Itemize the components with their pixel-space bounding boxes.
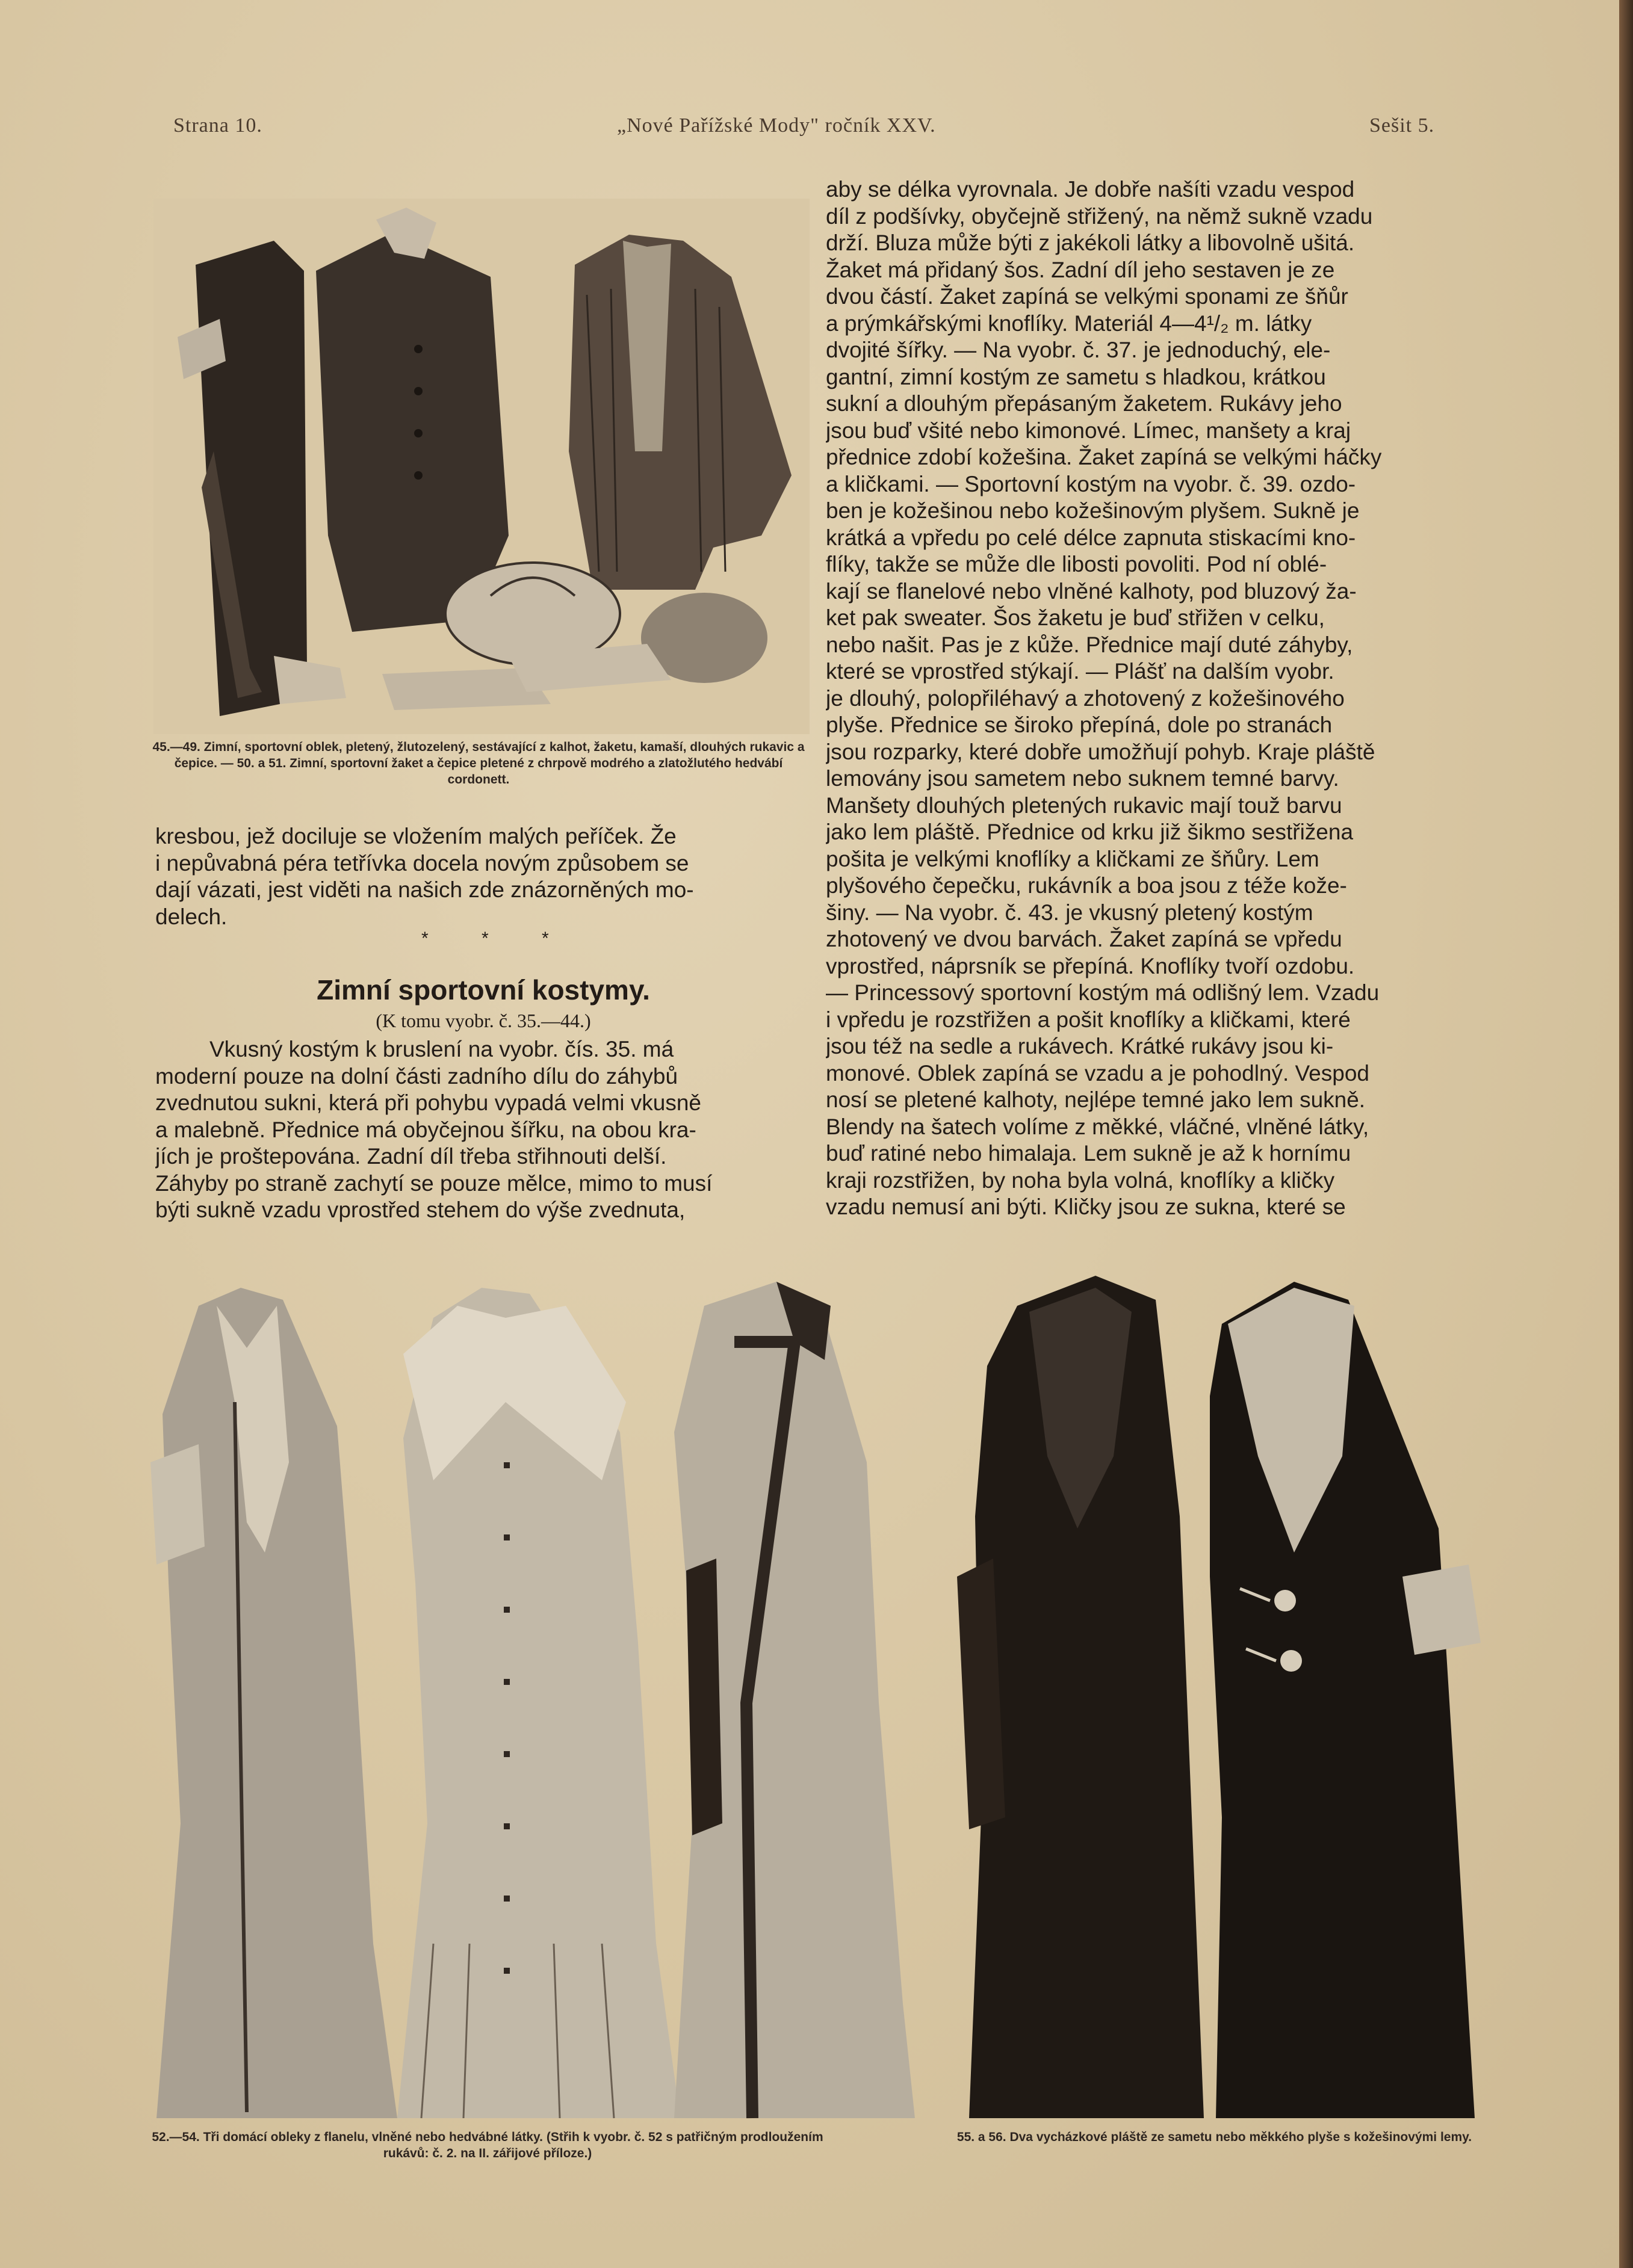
text-line: dvojité šířky. — Na vyobr. č. 37. je jednoduchý, ele- bbox=[826, 338, 1331, 362]
caption-figures-52-54: 52.—54. Tři domácí obleky z flanelu, vlněné nebo hedvábné látky. (Střih k vyobr. č. 52 s patřičným prodloužením rukávů: č. 2. na II. zářijové příloze.) bbox=[152, 2130, 823, 2160]
text-line: kají se flanelové nebo vlněné kalhoty, pod bluzový ža- bbox=[826, 578, 1357, 604]
text-line: jako lem pláště. Přednice od krku již šikmo sestřižena bbox=[826, 820, 1354, 844]
text-line: vzadu nemusí ani býti. Kličky jsou ze sukna, které se bbox=[826, 1194, 1346, 1219]
text-line: přednice zdobí kožešina. Žaket zapíná se velkými háčky bbox=[826, 445, 1382, 469]
caption-figures-55-56: 55. a 56. Dva vycházkové pláště ze sametu nebo měkkého plyše s kožešinovými lemy. bbox=[956, 2130, 1472, 2144]
text-line: moderní pouze na dolní části zadního dílu do záhybů bbox=[155, 1063, 678, 1089]
text-line: aby se délka vyrovnala. Je dobře našíti vzadu vespod bbox=[826, 177, 1355, 202]
text-line: ben je kožešinou nebo kožešinovým plyšem. Sukně je bbox=[826, 498, 1360, 523]
text-line: a malebně. Přednice má obyčejnou šířku, na obou kra- bbox=[155, 1117, 696, 1142]
section-figure-reference: (K tomu vyobr. č. 35.—44.) bbox=[376, 1010, 591, 1031]
page-number: Strana 10. bbox=[173, 114, 262, 137]
caption-figures-45-51: 45.—49. Zimní, sportovní oblek, pletený, žlutozelený, sestávající z kalhot, žaketu, kamaší, dlouhých rukavic a čepice. — 50. a 51. Zimní, sportovní žaket a čepice pletené z chrpově modrého a zlatožlutého hedvábí cordonett. bbox=[152, 740, 805, 786]
text-line: vprostřed, náprsník se přepíná. Knoflíky tvoří ozdobu. bbox=[826, 953, 1355, 978]
text-line: delech. bbox=[155, 904, 228, 929]
text-line: a prýmkářskými knoflíky. Materiál 4—4¹/₂ m. látky bbox=[826, 311, 1312, 336]
text-line: nosí se pletené kalhoty, nejlépe temné jako lem sukně. bbox=[826, 1087, 1366, 1112]
text-line: gantní, zimní kostým ze sametu s hladkou, krátkou bbox=[826, 364, 1326, 389]
text-line: plyšového čepečku, rukávník a boa jsou z téže kože- bbox=[826, 873, 1347, 898]
text-line: které se vprostřed stýkají. — Plášť na dalším vyobr. bbox=[826, 659, 1334, 684]
text-line: drží. Bluza může býti z jakékoli látky a libovolně ušitá. bbox=[826, 230, 1355, 255]
text-line: Manšety dlouhých pletených rukavic mají touž barvu bbox=[826, 793, 1342, 818]
text-line: dvou částí. Žaket zapíná se velkými sponami ze šňůr bbox=[826, 284, 1348, 309]
text-line: ket pak sweater. Šos žaketu je buď střižen v celku, bbox=[826, 605, 1325, 630]
text-line: jsou rozparky, které dobře umožňují pohyb. Kraje pláště bbox=[826, 739, 1375, 764]
text-line: zvednutou sukni, která při pohybu vypadá velmi vkusně bbox=[155, 1090, 702, 1115]
text-line: a kličkami. — Sportovní kostým na vyobr. č. 39. ozdo- bbox=[826, 471, 1356, 496]
text-line: šiny. — Na vyobr. č. 43. je vkusný pletený kostým bbox=[826, 900, 1313, 925]
text-line: pošita je velkými knoflíky a kličkami ze šňůry. Lem bbox=[826, 846, 1319, 871]
text-line: Vkusný kostým k bruslení na vyobr. čís. 35. má bbox=[209, 1037, 674, 1061]
left-column-intro bbox=[155, 823, 811, 930]
illustration-house-dresses bbox=[144, 1282, 927, 2124]
text-line: zhotovený ve dvou barvách. Žaket zapíná se vpředu bbox=[826, 927, 1342, 951]
issue-number: Sešit 5. bbox=[1369, 114, 1435, 137]
left-column-body bbox=[155, 1036, 811, 1224]
running-title: „Nové Pařížské Mody" ročník XXV. bbox=[617, 114, 936, 137]
text-line: kraji rozstřižen, by noha byla volná, knoflíky a kličky bbox=[826, 1167, 1335, 1193]
text-line: nebo našit. Pas je z kůže. Přednice mají duté záhyby, bbox=[826, 632, 1353, 657]
text-line: Žaket má přidaný šos. Zadní díl jeho sestaven je ze bbox=[826, 257, 1335, 282]
section-title: Zimní sportovní kostymy. bbox=[317, 974, 650, 1006]
text-line: býti sukně vzadu vprostřed stehem do výše zvednuta, bbox=[155, 1197, 686, 1222]
section-divider-stars: * * * bbox=[421, 929, 573, 948]
text-line: monové. Oblek zapíná se vzadu a je pohodlný. Vespod bbox=[826, 1060, 1369, 1086]
text-line: Záhyby po straně zachytí se pouze mělce, mimo to musí bbox=[155, 1170, 713, 1196]
right-column-text bbox=[826, 176, 1476, 1221]
text-line: kresbou, jež dociluje se vložením malých peříček. Že bbox=[155, 824, 677, 848]
text-line: díl z podšívky, obyčejně střižený, na němž sukně vzadu bbox=[826, 203, 1373, 229]
text-line: dají vázati, jest viděti na našich zde znázorněných mo- bbox=[155, 877, 694, 902]
text-line: je dlouhý, polopřiléhavý a zhotovený z kožešinového bbox=[826, 685, 1345, 711]
text-line: flíky, takže se může dle libosti povoliti. Pod ní oblé- bbox=[826, 552, 1327, 576]
text-line: i nepůvabná péra tetřívka docela novým způsobem se bbox=[155, 850, 689, 876]
text-line: sukní a dlouhým přepásaným žaketem. Rukávy jeho bbox=[826, 391, 1342, 416]
text-line: buď ratiné nebo himalaja. Lem sukně je až k hornímu bbox=[826, 1141, 1351, 1166]
text-line: jsou též na sedle a rukávech. Krátké rukávy jsou ki- bbox=[826, 1034, 1334, 1058]
text-line: jích je proštepována. Zadní díl třeba střihnouti delší. bbox=[155, 1144, 667, 1169]
text-line: — Princessový sportovní kostým má odlišný lem. Vzadu bbox=[826, 980, 1380, 1005]
text-line: Blendy na šatech volíme z měkké, vláčné, vlněné látky, bbox=[826, 1114, 1369, 1139]
text-line: jsou buď všité nebo kimonové. Límec, manšety a kraj bbox=[826, 418, 1351, 443]
text-line: krátká a vpředu po celé délce zapnuta stiskacími kno- bbox=[826, 525, 1356, 550]
illustration-knitted-sport-suits bbox=[153, 199, 810, 734]
illustration-walking-coats bbox=[957, 1276, 1499, 2124]
text-line: plyše. Přednice se široko přepíná, dole po stranách bbox=[826, 712, 1333, 737]
text-line: lemovány jsou sametem nebo suknem temné barvy. bbox=[826, 766, 1339, 791]
text-line: i vpředu je rozstřižen a pošit knoflíky a kličkami, které bbox=[826, 1007, 1351, 1032]
page-spine-edge bbox=[1619, 0, 1633, 2268]
